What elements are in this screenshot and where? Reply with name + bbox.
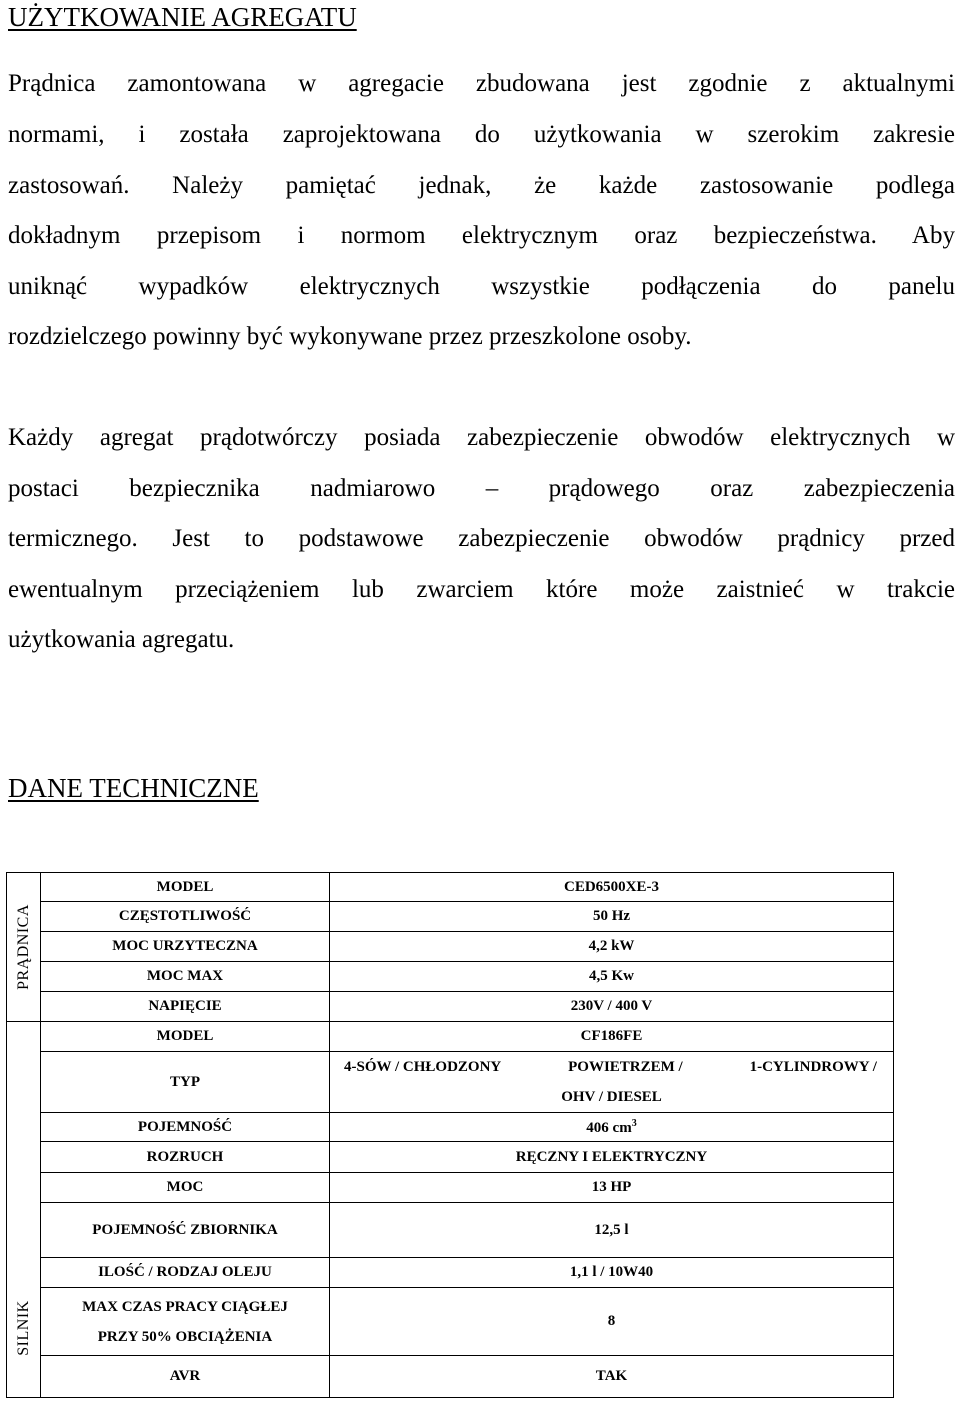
spec-label: POJEMNOŚĆ (41, 1113, 330, 1142)
spec-value: 4,2 kW (330, 932, 894, 962)
spec-label: NAPIĘCIE (41, 992, 330, 1022)
spec-label: MOC (41, 1173, 330, 1203)
spec-label: MAX CZAS PRACY CIĄGŁEJ PRZY 50% OBCIĄŻENIA (41, 1288, 330, 1356)
spec-label: ILOŚĆ / RODZAJ OLEJU (41, 1258, 330, 1288)
text-line: Każdy agregat prądotwórczy posiada zabezpieczenie obwodów elektrycznych w (8, 424, 955, 451)
spec-value: 4,5 Kw (330, 962, 894, 992)
spec-value: 50 Hz (330, 902, 894, 932)
spec-value-part: 4-SÓW / CHŁODZONY (344, 1059, 502, 1075)
spec-value: RĘCZNY I ELEKTRYCZNY (330, 1142, 894, 1173)
spec-value: CED6500XE-3 (330, 873, 894, 902)
spec-value-type (330, 1052, 894, 1113)
table-row (7, 1113, 894, 1142)
tech-spec-table (6, 872, 894, 1398)
spec-value: 13 HP (330, 1173, 894, 1203)
spec-label: CZĘSTOTLIWOŚĆ (41, 902, 330, 932)
table-row (7, 1173, 894, 1203)
text-line: termicznego. Jest to podstawowe zabezpieczenie obwodów prądnicy przed (8, 525, 955, 552)
spec-label: ROZRUCH (41, 1142, 330, 1173)
spec-label: AVR (41, 1356, 330, 1398)
text-line: rozdzielczego powinny być wykonywane przez przeszkolone osoby. (8, 323, 692, 350)
table-row (7, 1203, 894, 1258)
section-title-usage: UŻYTKOWANIE AGREGATU (8, 2, 357, 32)
text-line: Prądnica zamontowana w agregacie zbudowana jest zgodnie z aktualnymi (8, 70, 955, 97)
spec-label: MOC URZYTECZNA (41, 932, 330, 962)
table-row (7, 1258, 894, 1288)
table-row (7, 1288, 894, 1356)
spec-value: 230V / 400 V (330, 992, 894, 1022)
text-line: normami, i została zaprojektowana do użytkowania w szerokim zakresie (8, 121, 955, 148)
table-row (7, 1022, 894, 1052)
spec-label: MODEL (41, 873, 330, 902)
table-row (7, 1052, 894, 1113)
spec-value: 1,1 l / 10W40 (330, 1258, 894, 1288)
section-title-tech: DANE TECHNICZNE (8, 773, 259, 803)
table-row (7, 932, 894, 962)
table-row (7, 962, 894, 992)
spec-value: 8 (330, 1288, 894, 1356)
spec-value-part: 1-CYLINDROWY / (749, 1059, 877, 1075)
spec-label: MOC MAX (41, 962, 330, 992)
text-line: użytkowania agregatu. (8, 626, 235, 653)
text-line: postaci bezpiecznika nadmiarowo – prądowego oraz zabezpieczenia (8, 475, 955, 502)
spec-value: TAK (330, 1356, 894, 1398)
table-row (7, 1356, 894, 1398)
table-row (7, 902, 894, 932)
text-line: ewentualnym przeciążeniem lub zwarciem które może zaistnieć w trakcie (8, 576, 955, 603)
group-label-engine: SILNIK (7, 1022, 41, 1398)
spec-label: MODEL (41, 1022, 330, 1052)
spec-label: TYP (41, 1052, 330, 1113)
spec-value: 12,5 l (330, 1203, 894, 1258)
text-line: dokładnym przepisom i normom elektrycznym oraz bezpieczeństwa. Aby (8, 222, 955, 249)
spec-value-line2: OHV / DIESEL (561, 1089, 662, 1105)
spec-value: CF186FE (330, 1022, 894, 1052)
text-line: zastosowań. Należy pamiętać jednak, że każde zastosowanie podlega (8, 172, 955, 199)
spec-value-part: POWIETRZEM / (568, 1059, 683, 1075)
text-line: uniknąć wypadków elektrycznych wszystkie podłączenia do panelu (8, 273, 955, 300)
spec-label: POJEMNOŚĆ ZBIORNIKA (41, 1203, 330, 1258)
table-row (7, 1142, 894, 1173)
table-row (7, 992, 894, 1022)
table-row (7, 873, 894, 902)
spec-value: 406 $cm^3$ (330, 1113, 894, 1142)
group-label-generator: PRĄDNICA (7, 873, 41, 1022)
